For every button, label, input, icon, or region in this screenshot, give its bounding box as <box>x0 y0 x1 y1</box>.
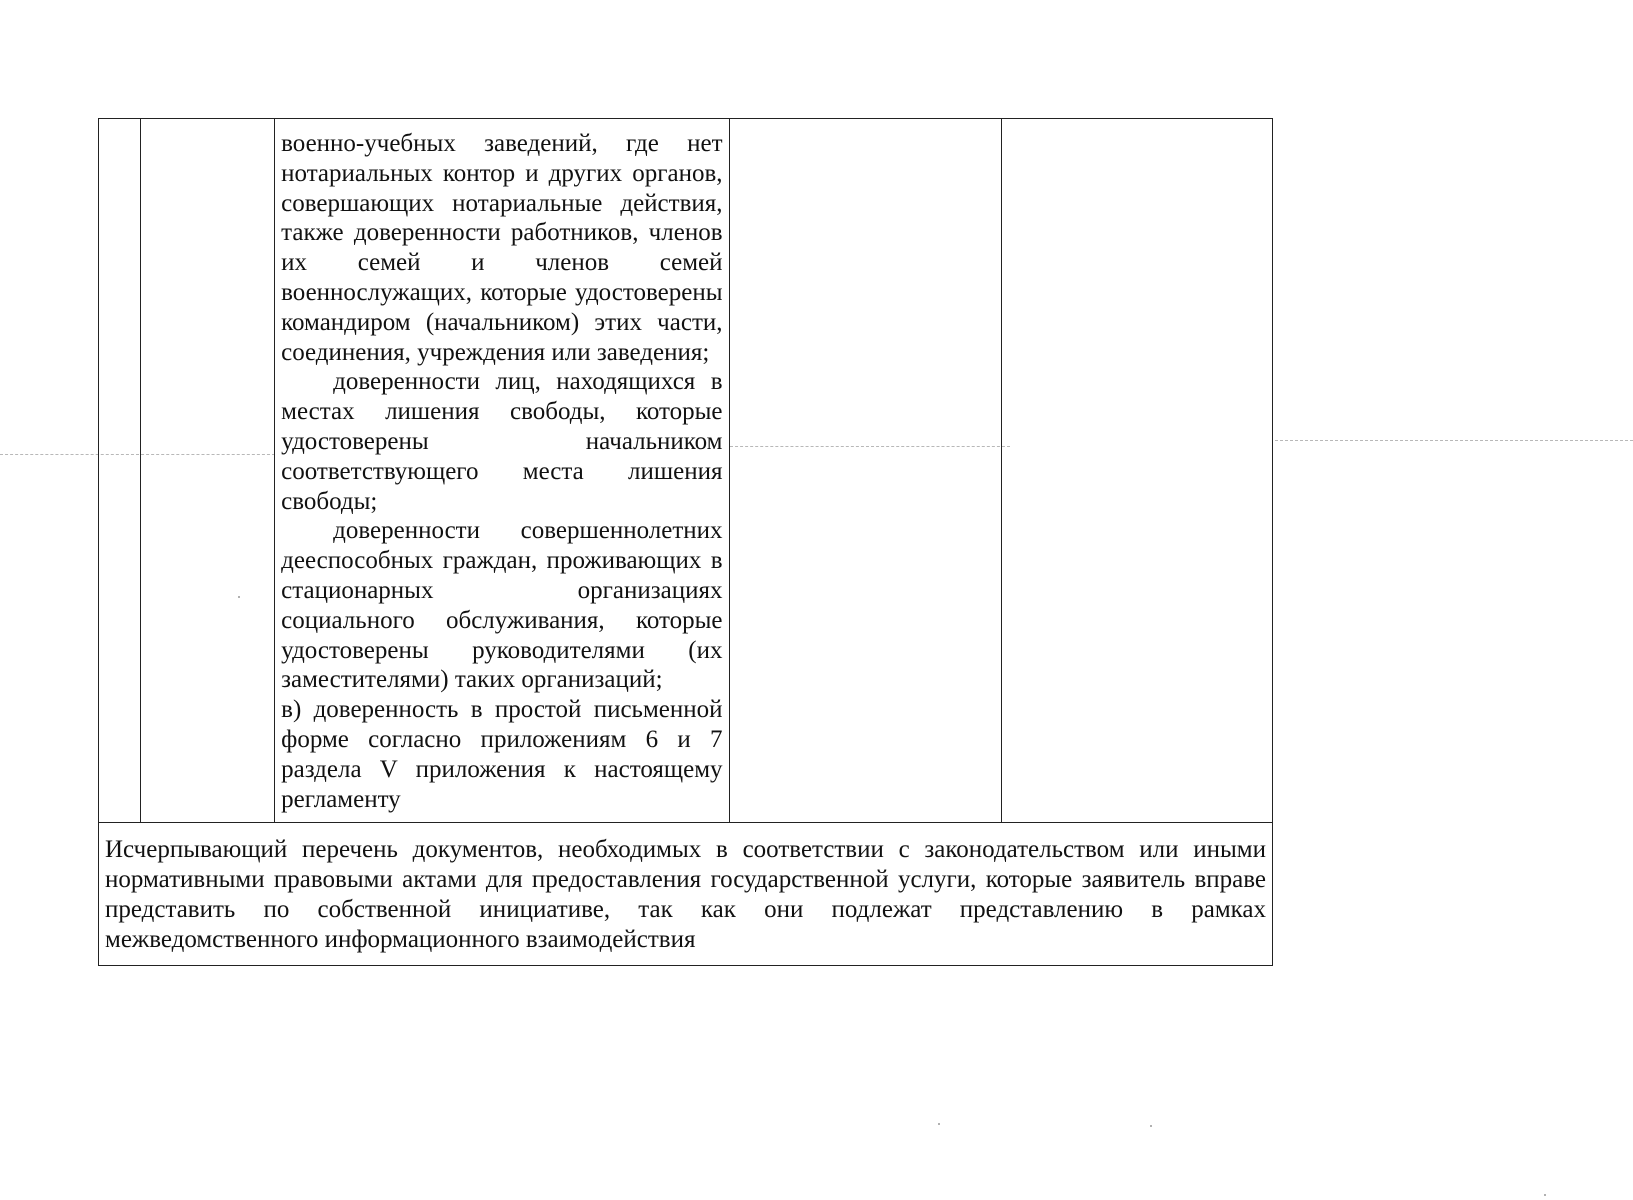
table-cell-column-4 <box>729 119 1001 823</box>
table-cell-name <box>141 119 275 823</box>
table-cell-description <box>275 119 729 823</box>
scan-artifact-line-right <box>1275 440 1633 441</box>
cell-number-text <box>99 119 140 137</box>
description-paragraph: военно-учебных заведений, где нет нотариальных контор и других органов, совершающих нотариальные действия, также доверенности работников, членов их семей и членов семей военнослужащих, которые удостоверены командиром (начальником) этих части, соединения, учреждения или заведения; <box>281 130 723 366</box>
table-cell-number <box>99 119 141 823</box>
cell-column-5-text <box>1002 119 1272 137</box>
description-paragraph: доверенности лиц, находящихся в местах лишения свободы, которые удостоверены начальником соответствующего места лишения свободы; <box>281 368 723 515</box>
table-row-footer <box>99 823 1273 965</box>
description-text <box>275 119 728 822</box>
cell-column-4-text <box>730 119 1001 137</box>
table-cell-footer <box>99 823 1273 965</box>
scan-speck <box>938 1123 940 1125</box>
document-table <box>98 118 1273 966</box>
scan-speck <box>1150 1125 1152 1127</box>
cell-name-text <box>141 119 274 137</box>
table-cell-column-5 <box>1001 119 1272 823</box>
description-paragraph: доверенности совершеннолетних дееспособных граждан, проживающих в стационарных организациях социального обслуживания, которые удостоверены руководителями (их заместителями) таких организаций; <box>281 517 723 694</box>
table-row-main <box>99 119 1273 823</box>
footer-heading-text: Исчерпывающий перечень документов, необходимых в соответствии с законодательством или иными нормативными правовыми актами для предоставления государственной услуги, которые заявитель вправе представить по собственной инициативе, так как они подлежат представлению в рамках межведомственного информационного взаимодействия <box>105 836 1266 953</box>
scan-speck <box>1544 1194 1546 1196</box>
description-paragraph: в) доверенность в простой письменной форме согласно приложениям 6 и 7 раздела V приложения к настоящему регламенту <box>281 696 723 813</box>
